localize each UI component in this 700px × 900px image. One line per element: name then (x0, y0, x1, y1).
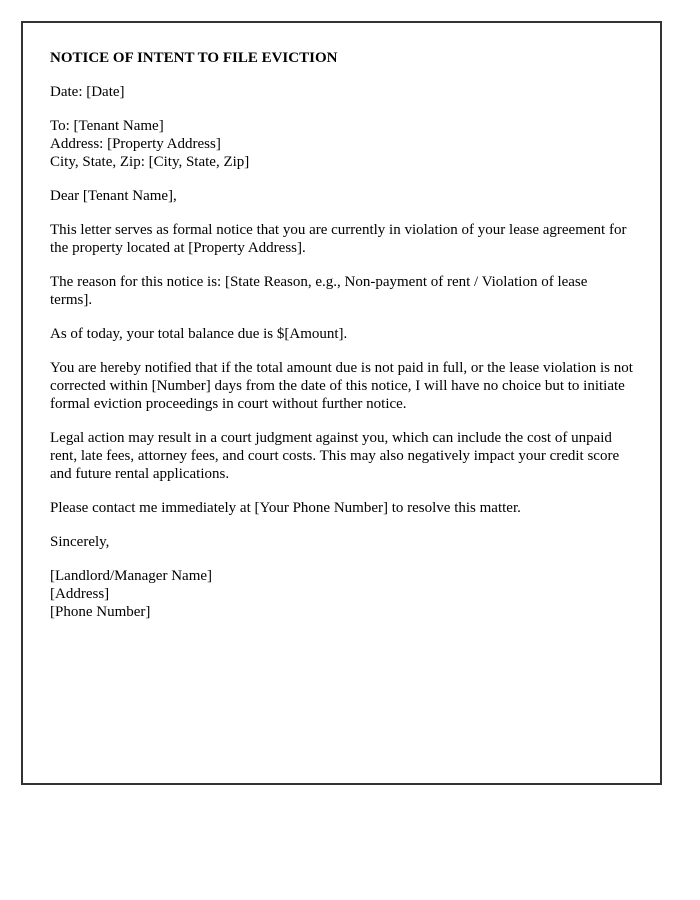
signature-phone: [Phone Number] (50, 604, 151, 620)
date-line: Date: [Date] (50, 84, 125, 100)
paragraph-eviction-warning: You are hereby notified that if the total amount due is not paid in full, or the lease violation is not corrected within [Number] days from the date of this notice, I will have no choice but to initiate formal eviction proceedings in court without further notice. (50, 360, 633, 412)
signature-landlord-name: [Landlord/Manager Name] (50, 568, 213, 584)
paragraph-lease-violation: This letter serves as formal notice that you are currently in violation of your lease agreement for the property located at [Property Address]. (50, 222, 627, 256)
signature-block (50, 567, 633, 621)
closing: Sincerely, (50, 534, 110, 550)
paragraph-contact: Please contact me immediately at [Your Phone Number] to resolve this matter. (50, 500, 521, 516)
paragraph-balance-due: As of today, your total balance due is $[Amount]. (50, 326, 348, 342)
letter-title: NOTICE OF INTENT TO FILE EVICTION (50, 50, 338, 66)
paragraph-reason: The reason for this notice is: [State Reason, e.g., Non-payment of rent / Violation of lease terms]. (50, 274, 588, 308)
recipient-to: To: [Tenant Name] (50, 118, 164, 134)
salutation: Dear [Tenant Name], (50, 188, 177, 204)
eviction-notice-letter (21, 21, 662, 785)
recipient-address: Address: [Property Address] (50, 136, 221, 152)
paragraph-legal-consequences: Legal action may result in a court judgment against you, which can include the cost of unpaid rent, late fees, attorney fees, and court costs. This may also negatively impact your credit score and future rental applications. (50, 430, 620, 482)
signature-address: [Address] (50, 586, 110, 602)
recipient-block (50, 117, 633, 171)
recipient-city-state-zip: City, State, Zip: [City, State, Zip] (50, 154, 250, 170)
